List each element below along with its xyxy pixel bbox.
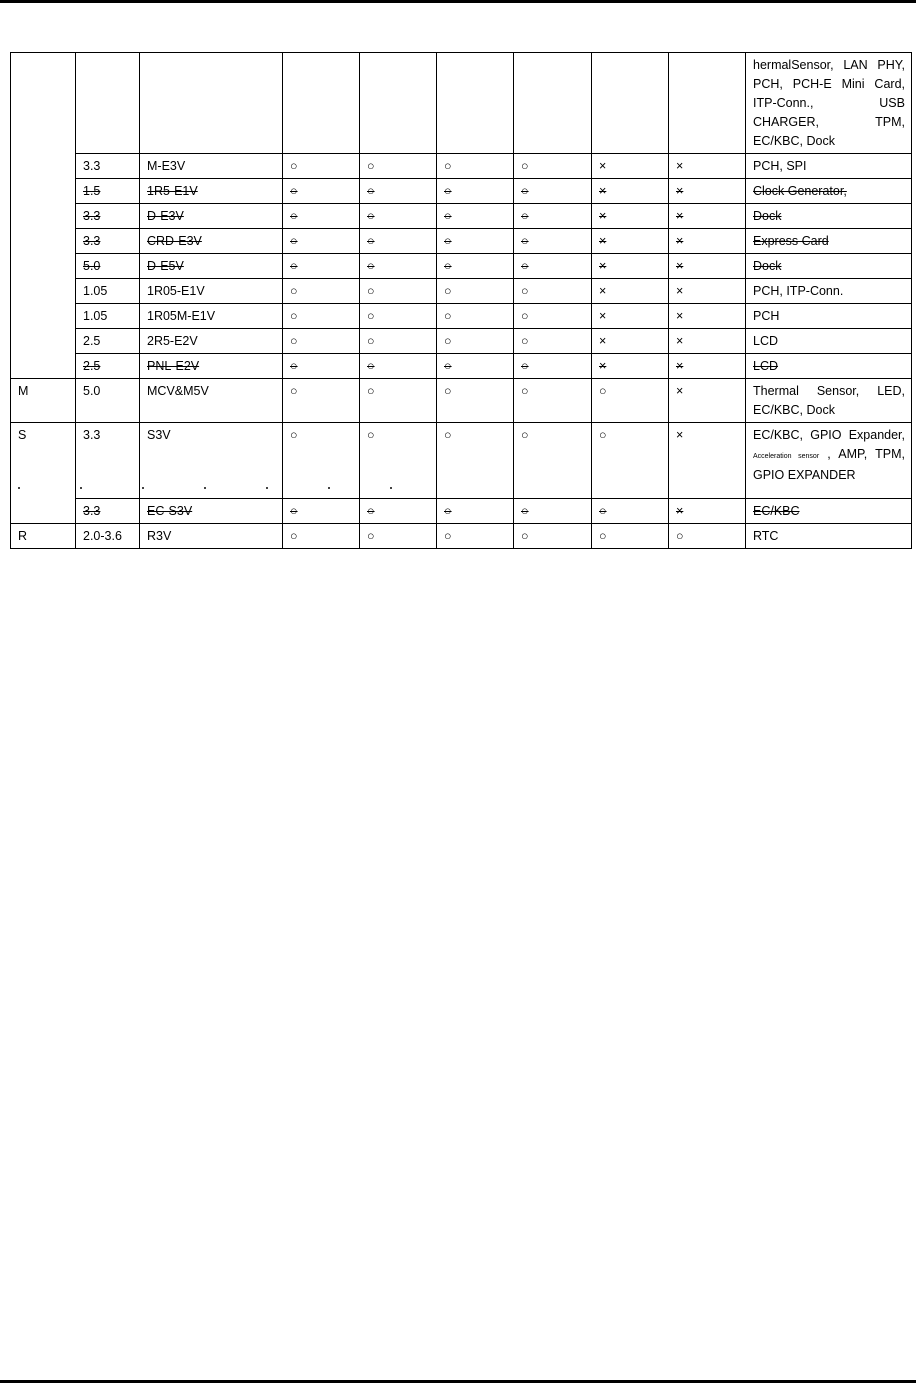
consumer-notes-cell: RTC xyxy=(746,524,912,549)
rail-name-cell: MCV&M5V xyxy=(140,379,283,423)
state-mark-cell: ○ xyxy=(360,279,437,304)
state-mark-cell: ○ xyxy=(437,254,514,279)
state-mark-cell: ○ xyxy=(592,499,669,524)
group-cell xyxy=(11,53,76,379)
state-mark-cell: × xyxy=(669,354,746,379)
voltage-cell: 1.05 xyxy=(76,304,140,329)
state-mark-cell: × xyxy=(669,254,746,279)
state-mark-cell: ○ xyxy=(514,179,592,204)
state-mark-cell xyxy=(669,53,746,154)
state-mark-cell: ○ xyxy=(669,524,746,549)
state-mark-cell: ○ xyxy=(360,204,437,229)
table-row xyxy=(11,524,912,549)
state-mark-cell: ○ xyxy=(283,254,360,279)
group-cell: S xyxy=(11,423,76,524)
state-mark-cell: × xyxy=(669,423,746,499)
rail-name-cell: S3V xyxy=(140,423,283,499)
consumer-notes-cell: Dock xyxy=(746,254,912,279)
state-mark-cell: × xyxy=(592,329,669,354)
table-row xyxy=(11,254,912,279)
rail-name-cell: 2R5-E2V xyxy=(140,329,283,354)
state-mark-cell: ○ xyxy=(514,423,592,499)
state-mark-cell: ○ xyxy=(283,304,360,329)
state-mark-cell: × xyxy=(669,329,746,354)
state-mark-cell xyxy=(514,53,592,154)
state-mark-cell: ○ xyxy=(283,423,360,499)
voltage-cell: 1.05 xyxy=(76,279,140,304)
consumer-notes-cell: Express Card xyxy=(746,229,912,254)
state-mark-cell: ○ xyxy=(360,423,437,499)
state-mark-cell: ○ xyxy=(283,279,360,304)
rail-name-cell: CRD-E3V xyxy=(140,229,283,254)
consumer-notes-cell: PCH, SPI xyxy=(746,154,912,179)
state-mark-cell: × xyxy=(592,254,669,279)
rail-name-cell: M-E3V xyxy=(140,154,283,179)
state-mark-cell: × xyxy=(592,229,669,254)
state-mark-cell: ○ xyxy=(360,179,437,204)
state-mark-cell: × xyxy=(669,229,746,254)
state-mark-cell: × xyxy=(669,379,746,423)
state-mark-cell: ○ xyxy=(437,279,514,304)
state-mark-cell: ○ xyxy=(514,229,592,254)
voltage-cell: 3.3 xyxy=(76,229,140,254)
state-mark-cell: ○ xyxy=(360,254,437,279)
rail-name-cell: 1R05-E1V xyxy=(140,279,283,304)
state-mark-cell: × xyxy=(592,279,669,304)
state-mark-cell xyxy=(360,53,437,154)
table-row xyxy=(11,154,912,179)
state-mark-cell: ○ xyxy=(437,229,514,254)
table-row xyxy=(11,304,912,329)
table-row xyxy=(11,279,912,304)
state-mark-cell xyxy=(437,53,514,154)
power-rail-table xyxy=(10,52,912,549)
table-row xyxy=(11,204,912,229)
voltage-cell: 3.3 xyxy=(76,499,140,524)
state-mark-cell: ○ xyxy=(283,154,360,179)
state-mark-cell: ○ xyxy=(283,524,360,549)
state-mark-cell: × xyxy=(669,154,746,179)
state-mark-cell: ○ xyxy=(437,423,514,499)
state-mark-cell: ○ xyxy=(592,524,669,549)
voltage-cell: 5.0 xyxy=(76,379,140,423)
state-mark-cell: ○ xyxy=(283,379,360,423)
state-mark-cell: ○ xyxy=(283,204,360,229)
state-mark-cell: ○ xyxy=(437,499,514,524)
voltage-cell: 3.3 xyxy=(76,154,140,179)
voltage-cell: 3.3 xyxy=(76,423,140,499)
rail-name-cell: PNL-E2V xyxy=(140,354,283,379)
consumer-notes-cell: LCD xyxy=(746,354,912,379)
state-mark-cell: ○ xyxy=(283,329,360,354)
consumer-notes-cell: Dock xyxy=(746,204,912,229)
state-mark-cell: ○ xyxy=(437,379,514,423)
table-row xyxy=(11,354,912,379)
rail-name-cell: D-E3V xyxy=(140,204,283,229)
voltage-cell: 2.5 xyxy=(76,329,140,354)
notes-text: , AMP, TPM, GPIO EXPANDER xyxy=(753,447,905,482)
notes-small-text: Acceleration sensor xyxy=(753,453,820,460)
state-mark-cell: ○ xyxy=(514,204,592,229)
state-mark-cell: ○ xyxy=(283,229,360,254)
state-mark-cell: ○ xyxy=(437,204,514,229)
state-mark-cell: ○ xyxy=(360,354,437,379)
table-row xyxy=(11,53,912,154)
state-mark-cell: ○ xyxy=(437,179,514,204)
state-mark-cell: ○ xyxy=(514,329,592,354)
state-mark-cell: ○ xyxy=(514,499,592,524)
rail-name-cell: 1R5-E1V xyxy=(140,179,283,204)
rail-name-cell: R3V xyxy=(140,524,283,549)
state-mark-cell: ○ xyxy=(360,499,437,524)
state-mark-cell: × xyxy=(669,499,746,524)
consumer-notes-cell: PCH, ITP-Conn. xyxy=(746,279,912,304)
table-row xyxy=(11,379,912,423)
state-mark-cell: ○ xyxy=(437,304,514,329)
voltage-cell: 2.0-3.6 xyxy=(76,524,140,549)
state-mark-cell: ○ xyxy=(283,499,360,524)
state-mark-cell: ○ xyxy=(360,154,437,179)
rail-name-cell xyxy=(140,53,283,154)
state-mark-cell: ○ xyxy=(283,179,360,204)
consumer-notes-cell: hermalSensor, LAN PHY, PCH, PCH-E Mini Card, ITP-Conn., USB CHARGER, TPM, EC/KBC, Dock xyxy=(746,53,912,154)
state-mark-cell: × xyxy=(592,204,669,229)
page-footnote-fragment xyxy=(18,487,578,495)
state-mark-cell: × xyxy=(592,304,669,329)
state-mark-cell: ○ xyxy=(592,379,669,423)
top-rule xyxy=(0,0,916,3)
state-mark-cell: ○ xyxy=(360,524,437,549)
state-mark-cell: ○ xyxy=(514,154,592,179)
state-mark-cell xyxy=(283,53,360,154)
state-mark-cell: × xyxy=(669,304,746,329)
state-mark-cell: × xyxy=(592,354,669,379)
table-row xyxy=(11,499,912,524)
state-mark-cell: ○ xyxy=(514,524,592,549)
notes-text: EC/KBC, GPIO Expander, xyxy=(753,428,905,442)
voltage-cell: 1.5 xyxy=(76,179,140,204)
group-cell: R xyxy=(11,524,76,549)
voltage-cell xyxy=(76,53,140,154)
state-mark-cell: ○ xyxy=(514,254,592,279)
table-row xyxy=(11,229,912,254)
bottom-rule xyxy=(0,1380,916,1383)
state-mark-cell: ○ xyxy=(437,154,514,179)
rail-name-cell: D-E5V xyxy=(140,254,283,279)
rail-name-cell: EC-S3V xyxy=(140,499,283,524)
state-mark-cell: × xyxy=(592,154,669,179)
voltage-cell: 2.5 xyxy=(76,354,140,379)
table-row xyxy=(11,329,912,354)
state-mark-cell: × xyxy=(669,279,746,304)
state-mark-cell xyxy=(592,53,669,154)
state-mark-cell: ○ xyxy=(514,379,592,423)
state-mark-cell: ○ xyxy=(592,423,669,499)
state-mark-cell: ○ xyxy=(437,354,514,379)
state-mark-cell: ○ xyxy=(437,329,514,354)
group-cell: M xyxy=(11,379,76,423)
state-mark-cell: ○ xyxy=(360,304,437,329)
state-mark-cell: ○ xyxy=(360,229,437,254)
state-mark-cell: ○ xyxy=(514,354,592,379)
state-mark-cell: ○ xyxy=(514,279,592,304)
consumer-notes-cell: LCD xyxy=(746,329,912,354)
table-row xyxy=(11,179,912,204)
state-mark-cell: ○ xyxy=(514,304,592,329)
voltage-cell: 5.0 xyxy=(76,254,140,279)
state-mark-cell: × xyxy=(592,179,669,204)
state-mark-cell: × xyxy=(669,179,746,204)
rail-name-cell: 1R05M-E1V xyxy=(140,304,283,329)
consumer-notes-cell xyxy=(746,423,912,499)
consumer-notes-cell: Thermal Sensor, LED, EC/KBC, Dock xyxy=(746,379,912,423)
state-mark-cell: ○ xyxy=(360,379,437,423)
state-mark-cell: ○ xyxy=(437,524,514,549)
state-mark-cell: × xyxy=(669,204,746,229)
state-mark-cell: ○ xyxy=(360,329,437,354)
consumer-notes-cell: PCH xyxy=(746,304,912,329)
consumer-notes-cell: EC/KBC xyxy=(746,499,912,524)
state-mark-cell: ○ xyxy=(283,354,360,379)
consumer-notes-cell: Clock Generator, xyxy=(746,179,912,204)
voltage-cell: 3.3 xyxy=(76,204,140,229)
